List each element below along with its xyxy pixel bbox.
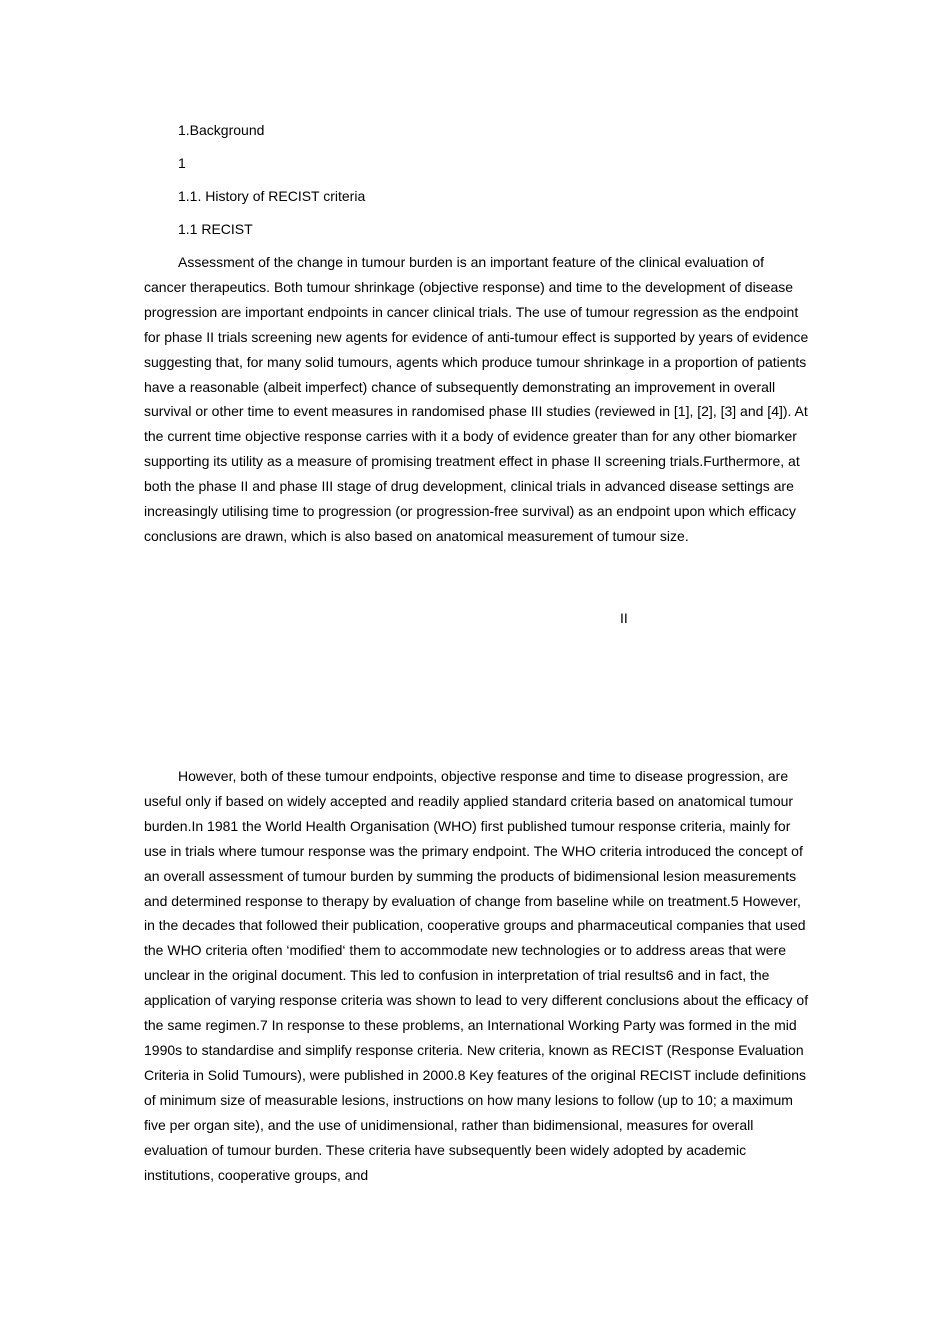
section-number: 1 [178,155,186,171]
roman-numeral-marker: II [620,610,628,626]
body-paragraph-1: Assessment of the change in tumour burden is an important feature of the clinical evaluation of cancer therapeutics. Both tumour shrinkage (objective response) and time to the development of disease progression are important endpoints in cancer clinical trials. The use of tumour regression as the endpoint for phase II trials screening new agents for evidence of anti-tumour effect is supported by years of evidence suggesting that, for many solid tumours, agents which produce tumour shrinkage in a proportion of patients have a reasonable (albeit imperfect) chance of subsequently demonstrating an improvement in overall survival or other time to event measures in randomised phase III studies (reviewed in [1], [2], [3] and [4]). At the current time objective response carries with it a body of evidence greater than for any other biomarker supporting its utility as a measure of promising treatment effect in phase II screening trials.Furthermore, at both the phase II and phase III stage of drug development, clinical trials in advanced disease settings are increasingly utilising time to progression (or progression-free survival) as an endpoint upon which efficacy conclusions are drawn, which is also based on anatomical measurement of tumour size. [144,254,809,544]
section-heading-background: 1.Background [178,122,265,138]
subsection-heading-recist: 1.1 RECIST [178,221,253,237]
body-paragraph-2: However, both of these tumour endpoints, objective response and time to disease progression, are useful only if based on widely accepted and readily applied standard criteria based on anatomical tumour burden.In 1981 the World Health Organisation (WHO) first published tumour response criteria, mainly for use in trials where tumour response was the primary endpoint. The WHO criteria introduced the concept of an overall assessment of tumour burden by summing the products of bidimensional lesion measurements and determined response to therapy by evaluation of change from baseline while on treatment.5 However, in the decades that followed their publication, cooperative groups and pharmaceutical companies that used the WHO criteria often ‘modified‘ them to accommodate new technologies or to address areas that were unclear in the original document. This led to confusion in interpretation of trial results6 and in fact, the application of varying response criteria was shown to lead to very different conclusions about the efficacy of the same regimen.7 In response to these problems, an International Working Party was formed in the mid 1990s to standardise and simplify response criteria. New criteria, known as RECIST (Response Evaluation Criteria in Solid Tumours), were published in 2000.8 Key features of the original RECIST include definitions of minimum size of measurable lesions, instructions on how many lesions to follow (up to 10; a maximum five per organ site), and the use of unidimensional, rather than bidimensional, measures for overall evaluation of tumour burden. These criteria have subsequently been widely adopted by academic institutions, cooperative groups, and [144,768,809,1183]
subsection-heading-history: 1.1. History of RECIST criteria [178,188,366,204]
